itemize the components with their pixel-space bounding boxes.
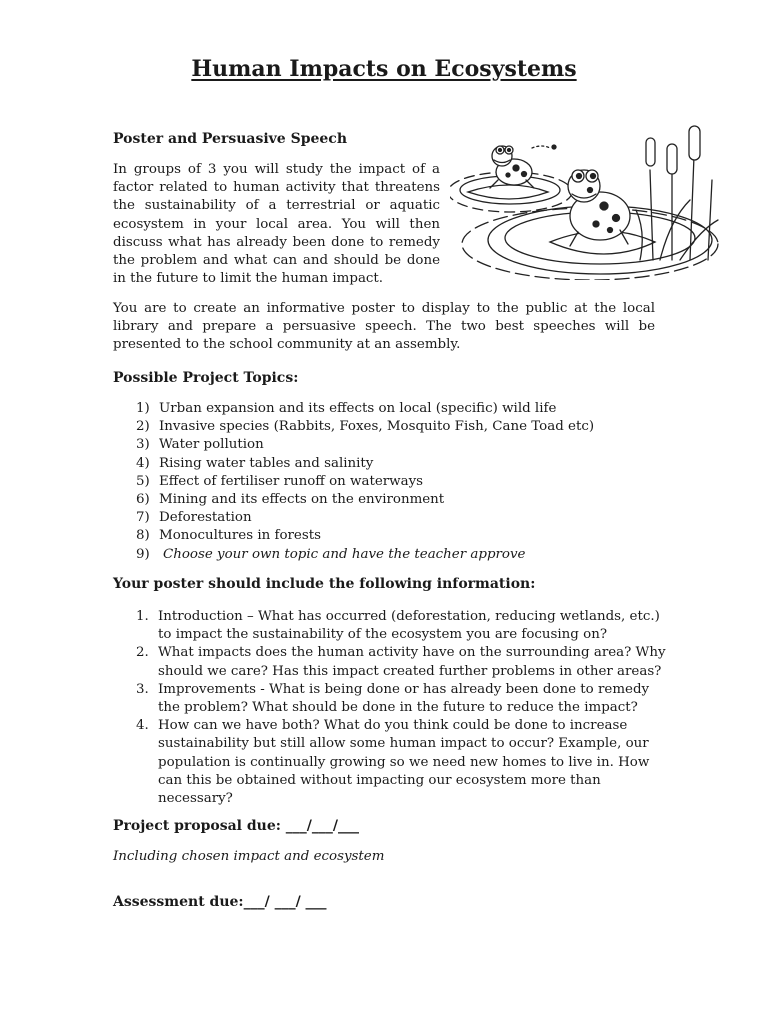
frogs-pond-illustration [450, 120, 722, 280]
topic-item [136, 473, 676, 491]
topic-text: Choose your own topic and have the teacher approve [163, 546, 526, 562]
assessment-due: Assessment due:___/ ___/ ___ [113, 894, 327, 910]
topic-number: 9) [136, 546, 150, 562]
info-text: Introduction – What has occurred (deforestation, reducing wetlands, etc.) to impact the sustainability of the ecosystem you are focusing on? [158, 609, 660, 643]
info-text: How can we have both? What do you think could be done to increase sustainability but still allow some human impact to occur? Example, our population is continually growing so we need new homes to live in. How can this be obtained without impacting our ecosystem more than necessary? [158, 718, 650, 807]
topic-item [136, 400, 676, 418]
info-number: 4. [136, 718, 149, 734]
topic-text: Monocultures in forests [159, 528, 321, 544]
topic-number: 5) [136, 473, 150, 489]
info-heading: Your poster should include the following information: [113, 576, 536, 592]
info-item [136, 644, 666, 680]
topic-number: 8) [136, 528, 150, 544]
topic-text: Invasive species (Rabbits, Foxes, Mosquito Fish, Cane Toad etc) [159, 419, 595, 435]
topic-number: 2) [136, 419, 150, 435]
topic-number: 4) [136, 455, 150, 471]
topic-item [136, 455, 676, 473]
topic-text: Mining and its effects on the environment [159, 492, 445, 508]
topics-list [136, 400, 676, 564]
topic-number: 1) [136, 401, 150, 416]
topic-text: Deforestation [159, 510, 252, 526]
section-heading: Poster and Persuasive Speech [113, 131, 348, 147]
poster-paragraph: You are to create an informative poster to display to the public at the local library and prepare a persuasive speech. The two best speeches will be presented to the school community at an assembly. [113, 301, 655, 353]
topic-item [136, 509, 676, 527]
topic-text: Rising water tables and salinity [159, 455, 374, 471]
topic-item [136, 491, 676, 509]
info-number: 2. [136, 645, 149, 661]
topic-number: 3) [136, 437, 150, 453]
topic-item [136, 418, 676, 436]
page-title: Human Impacts on Ecosystems [191, 56, 577, 82]
topics-heading: Possible Project Topics: [113, 370, 299, 386]
info-item [136, 608, 666, 644]
intro-paragraph: In groups of 3 you will study the impact of a factor related to human activity that threatens the sustainability of a terrestrial or aquatic ecosystem in your local area. You will then discuss what has already been done to remedy the problem and what can and should be done in the future to limit the human impact. [113, 162, 440, 287]
info-item [136, 681, 666, 717]
info-text: What impacts does the human activity have on the surrounding area? Why should we care? Has this impact created further problems in other areas? [158, 645, 666, 679]
topic-text: Water pollution [159, 437, 264, 453]
topic-number: 6) [136, 492, 150, 508]
proposal-note: Including chosen impact and ecosystem [113, 849, 385, 864]
topic-text: Urban expansion and its effects on local (specific) wild life [159, 401, 557, 416]
proposal-due: Project proposal due: ___/___/___ [113, 818, 359, 834]
topic-item [136, 436, 676, 454]
topic-number: 7) [136, 510, 150, 526]
topic-text: Effect of fertiliser runoff on waterways [159, 473, 424, 489]
info-number: 1. [136, 609, 149, 624]
info-number: 3. [136, 681, 149, 697]
topic-item [136, 546, 676, 564]
info-item [136, 717, 666, 808]
topic-item [136, 527, 676, 545]
info-list [136, 608, 666, 808]
info-text: Improvements - What is being done or has already been done to remedy the problem? What should be done in the future to reduce the impact? [158, 681, 650, 716]
